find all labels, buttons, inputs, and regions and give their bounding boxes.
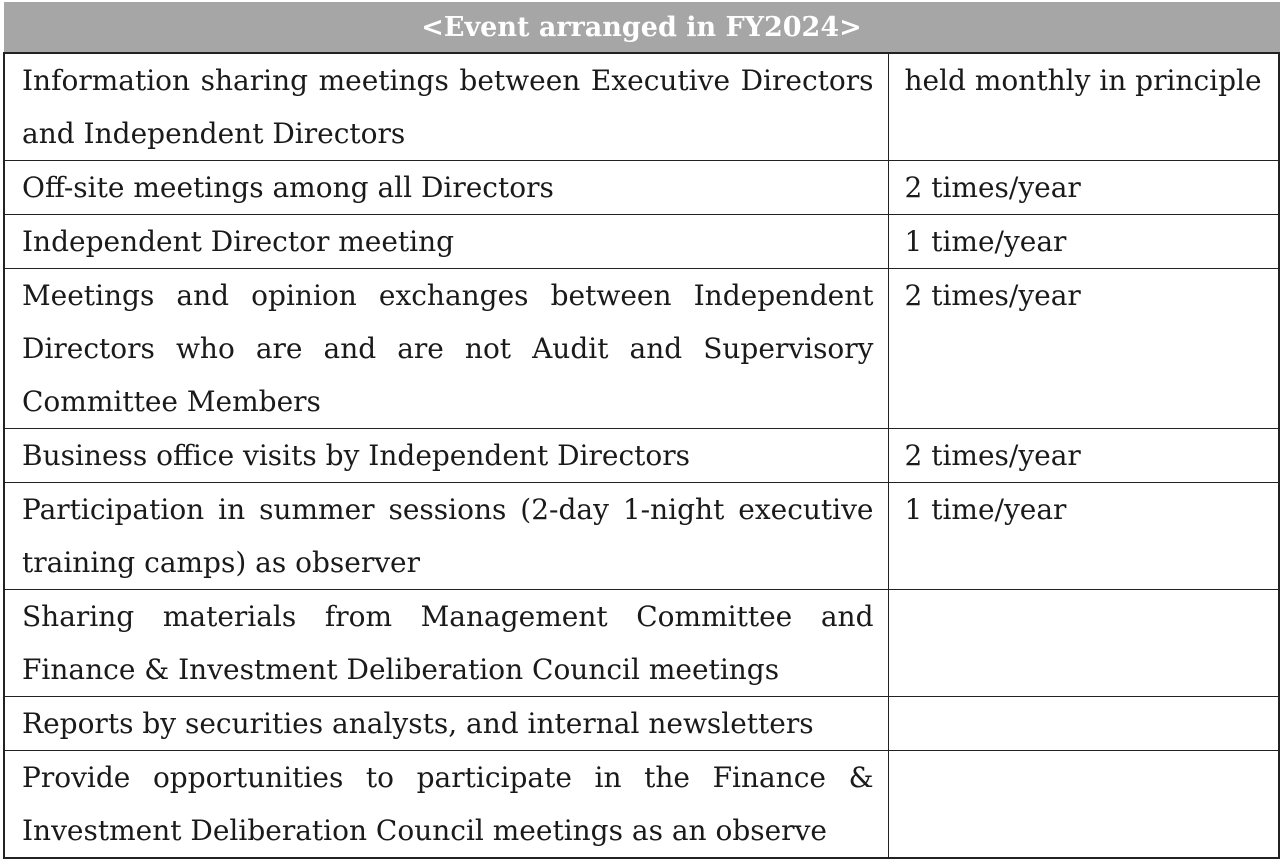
event-frequency xyxy=(888,697,1279,751)
table-title: <Event arranged in FY2024> xyxy=(4,3,1279,54)
event-description: Provide opportunities to participate in the Finance & Investment Deliberation Council meetings as an observe xyxy=(4,751,888,859)
events-table xyxy=(3,2,1280,859)
event-description: Participation in summer sessions (2-day 1-night executive training camps) as observer xyxy=(4,483,888,590)
table-row xyxy=(4,429,1279,483)
table-row xyxy=(4,215,1279,269)
table-header-row xyxy=(4,3,1279,54)
event-description: Off-site meetings among all Directors xyxy=(4,161,888,215)
event-description: Information sharing meetings between Executive Directors and Independent Directors xyxy=(4,53,888,161)
table-row xyxy=(4,590,1279,697)
event-frequency xyxy=(888,751,1279,859)
event-description: Business office visits by Independent Directors xyxy=(4,429,888,483)
event-description: Independent Director meeting xyxy=(4,215,888,269)
event-description: Sharing materials from Management Committee and Finance & Investment Deliberation Council meetings xyxy=(4,590,888,697)
table-row xyxy=(4,269,1279,429)
event-description: Meetings and opinion exchanges between Independent Directors who are and are not Audit and Supervisory Committee Members xyxy=(4,269,888,429)
event-frequency: 2 times/year xyxy=(888,429,1279,483)
event-frequency: 1 time/year xyxy=(888,215,1279,269)
event-frequency: 2 times/year xyxy=(888,269,1279,429)
table-row xyxy=(4,161,1279,215)
event-frequency: 2 times/year xyxy=(888,161,1279,215)
event-frequency xyxy=(888,590,1279,697)
table-row xyxy=(4,53,1279,161)
table-row xyxy=(4,483,1279,590)
event-frequency: held monthly in principle xyxy=(888,53,1279,161)
event-description: Reports by securities analysts, and internal newsletters xyxy=(4,697,888,751)
event-frequency: 1 time/year xyxy=(888,483,1279,590)
table-row xyxy=(4,751,1279,859)
table-row xyxy=(4,697,1279,751)
